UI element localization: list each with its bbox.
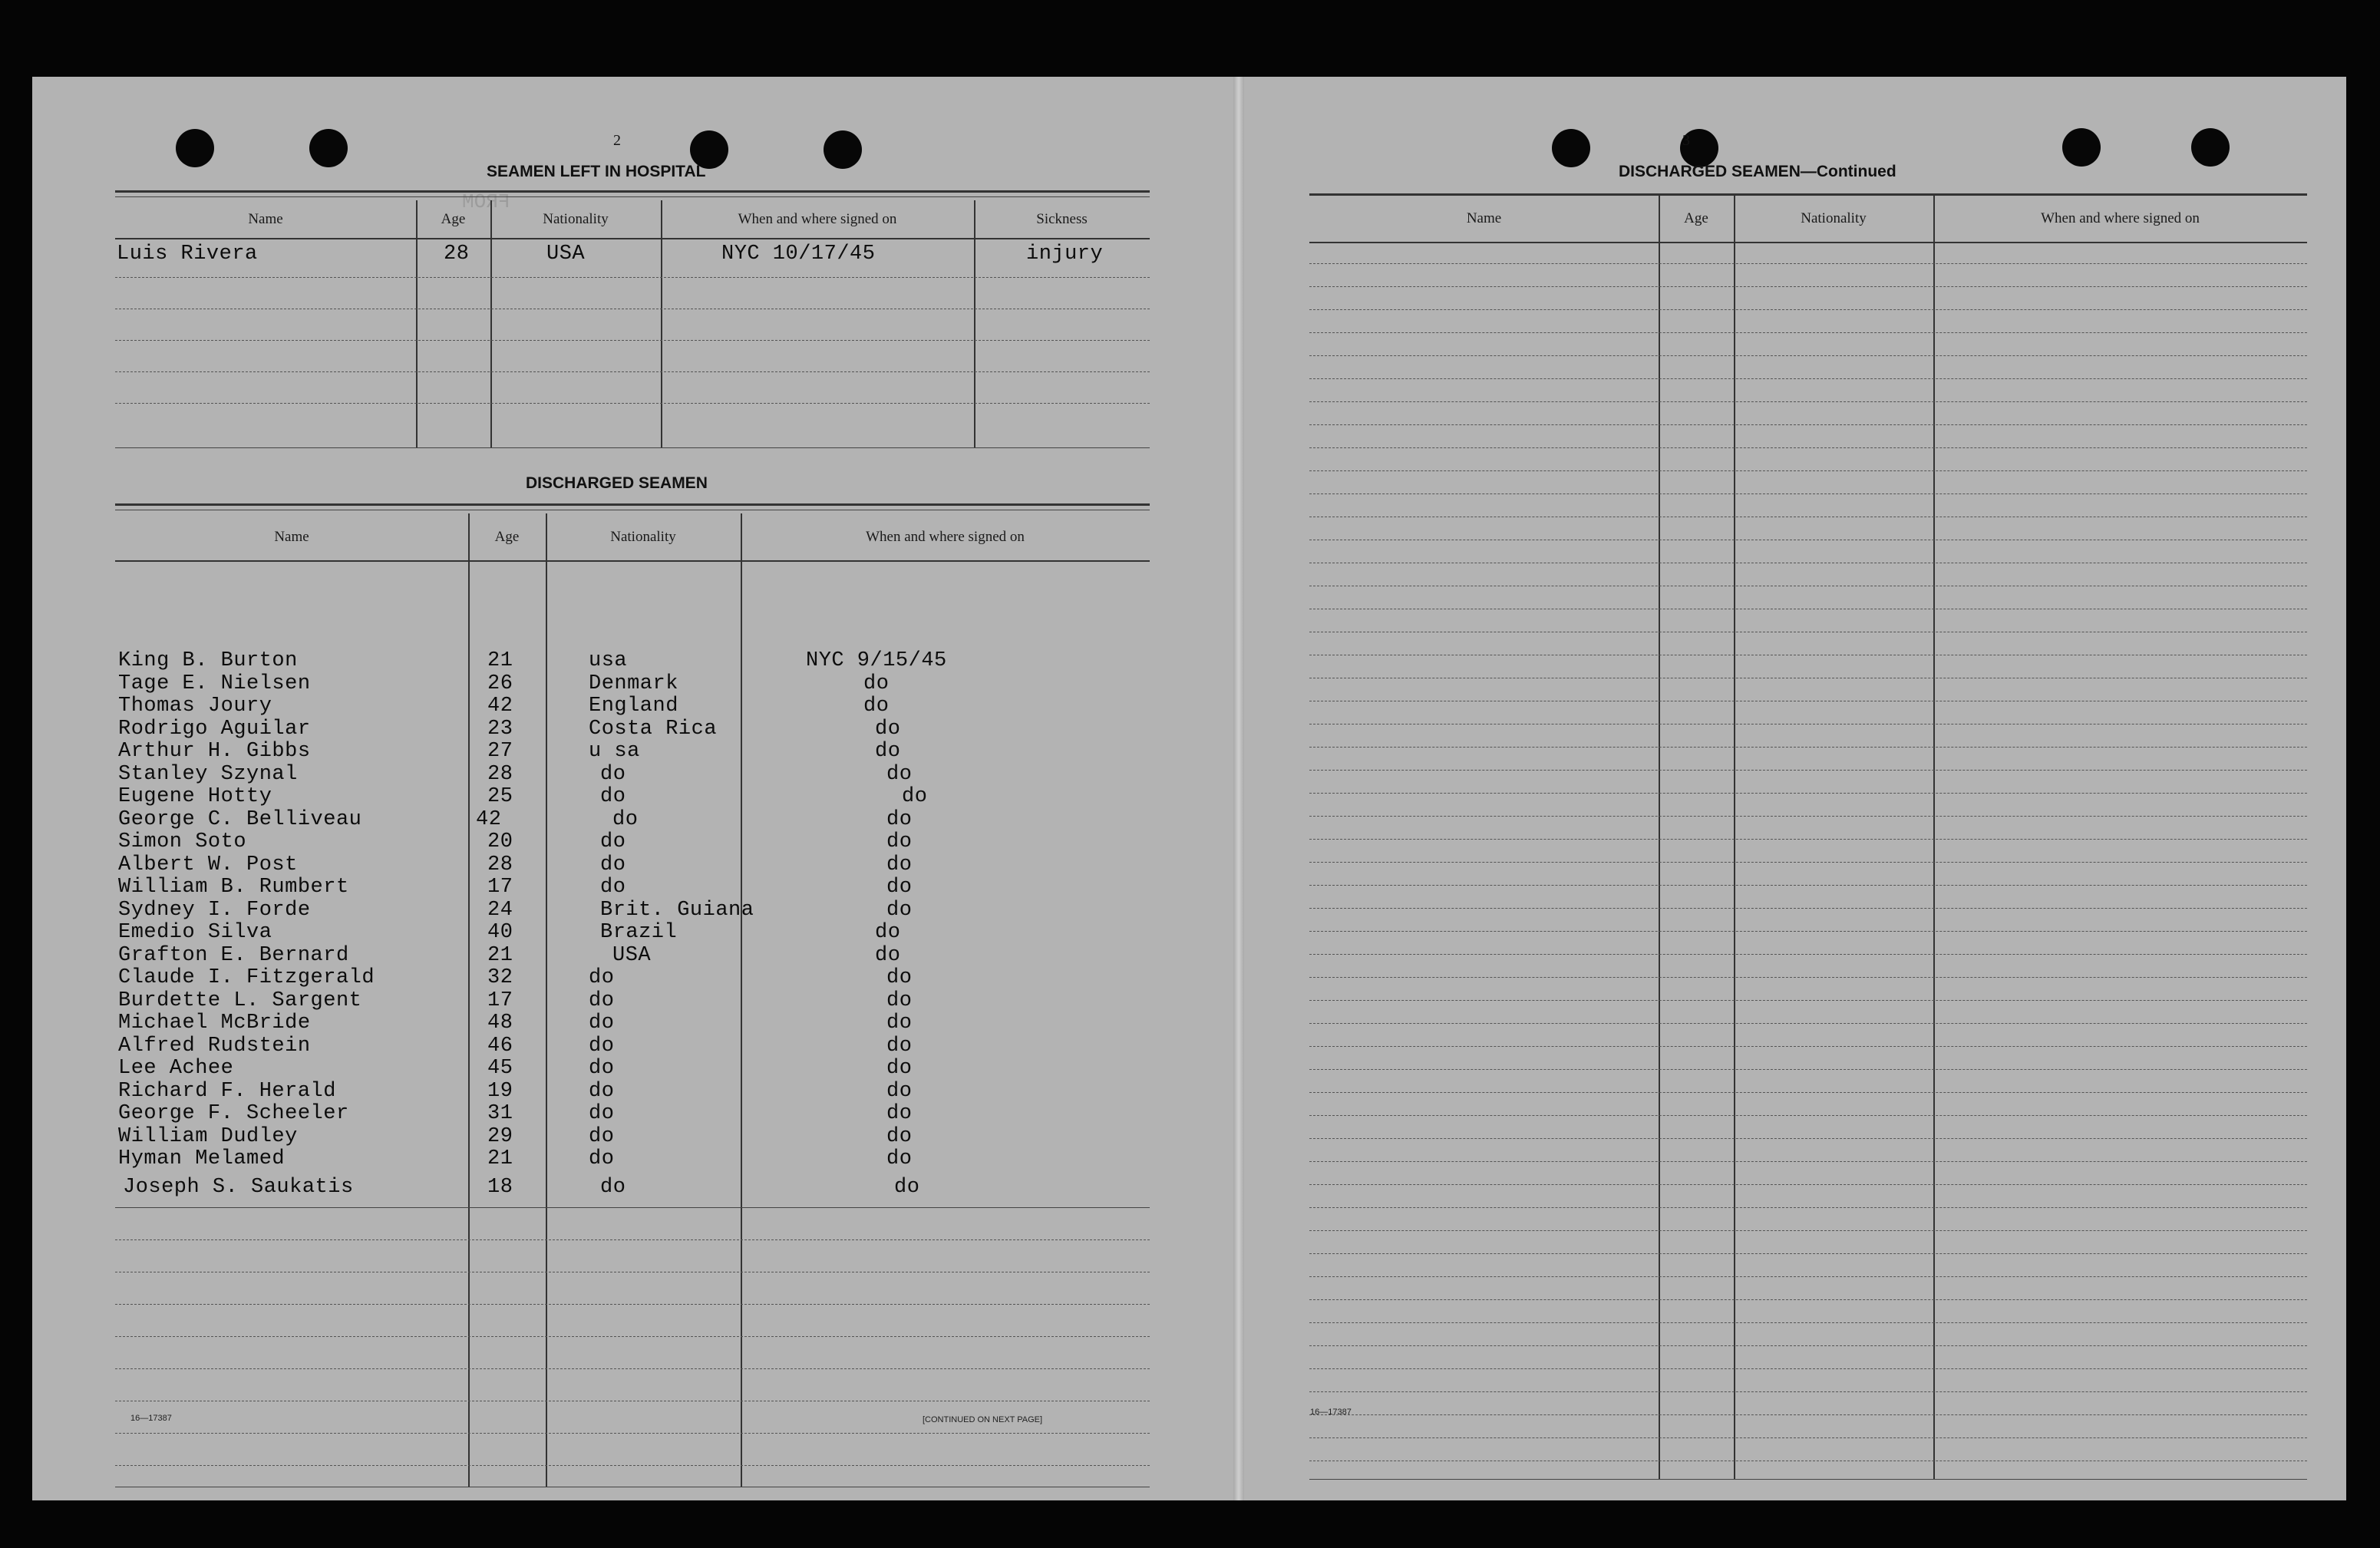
punch-hole bbox=[176, 129, 214, 167]
seaman-age: 28 bbox=[487, 853, 513, 876]
discharged-row bbox=[115, 1148, 1150, 1171]
seaman-nationality: do bbox=[589, 966, 615, 989]
seaman-signed-on: NYC 10/17/45 bbox=[721, 243, 876, 266]
left-page bbox=[32, 77, 1233, 1500]
seaman-name: George C. Belliveau bbox=[118, 807, 362, 831]
hospital-section-title: SEAMEN LEFT IN HOSPITAL bbox=[487, 163, 706, 180]
seaman-signed-on: do bbox=[894, 1176, 920, 1199]
seaman-age: 21 bbox=[487, 943, 513, 967]
discharged-row bbox=[115, 1103, 1150, 1126]
seaman-name: Hyman Melamed bbox=[118, 1147, 286, 1170]
seaman-nationality: Costa Rica bbox=[589, 717, 718, 741]
ruled-line bbox=[1309, 1092, 2307, 1093]
discharged-section-title: DISCHARGED SEAMEN bbox=[526, 474, 708, 492]
seaman-nationality: do bbox=[600, 1176, 626, 1199]
seaman-name: Alfred Rudstein bbox=[118, 1034, 311, 1058]
punch-hole bbox=[824, 130, 862, 169]
ruled-line bbox=[1309, 263, 2307, 264]
seaman-signed-on: do bbox=[886, 898, 913, 922]
seaman-nationality: usa bbox=[589, 649, 628, 672]
seaman-name: Michael McBride bbox=[118, 1012, 311, 1035]
ruled-line bbox=[1309, 447, 2307, 448]
seaman-nationality: USA bbox=[612, 943, 652, 967]
ruled-line bbox=[1309, 931, 2307, 932]
seaman-age: 46 bbox=[487, 1034, 513, 1058]
seaman-signed-on: do bbox=[863, 695, 890, 718]
ruled-line bbox=[1309, 493, 2307, 494]
seaman-nationality: do bbox=[589, 1057, 615, 1080]
column-header-signed-on: When and where signed on bbox=[738, 210, 897, 227]
ruled-line bbox=[1309, 1437, 2307, 1438]
ruled-line bbox=[1309, 793, 2307, 794]
seaman-age: 17 bbox=[487, 876, 513, 899]
seaman-nationality: do bbox=[589, 1034, 615, 1058]
ruled-line bbox=[1309, 332, 2307, 333]
seaman-name: Claude I. Fitzgerald bbox=[118, 966, 375, 989]
ruled-line bbox=[1309, 1368, 2307, 1369]
ruled-line bbox=[1309, 770, 2307, 771]
seaman-nationality: do bbox=[589, 1124, 615, 1148]
seaman-signed-on: NYC 9/15/45 bbox=[806, 649, 947, 672]
ruled-line bbox=[1309, 1138, 2307, 1139]
ruled-line bbox=[1309, 862, 2307, 863]
ruled-line bbox=[1309, 1023, 2307, 1024]
column-header-nationality: Nationality bbox=[1801, 210, 1867, 226]
seaman-age: 20 bbox=[487, 830, 513, 853]
seaman-age: 45 bbox=[487, 1057, 513, 1080]
ruled-line bbox=[1309, 1253, 2307, 1254]
seaman-signed-on: do bbox=[886, 853, 913, 876]
form-number: 16—17387 bbox=[1310, 1408, 1352, 1417]
seaman-age: 24 bbox=[487, 898, 513, 922]
discharged-row bbox=[115, 876, 1150, 899]
seaman-age: 42 bbox=[487, 695, 513, 718]
ruled-line bbox=[1309, 1069, 2307, 1070]
column-header-name: Name bbox=[1466, 210, 1502, 226]
seaman-signed-on: do bbox=[902, 785, 928, 808]
discharged-row bbox=[115, 741, 1150, 764]
seaman-signed-on: do bbox=[886, 807, 913, 831]
ruled-line bbox=[1309, 378, 2307, 379]
seaman-sickness: injury bbox=[1026, 243, 1104, 266]
seaman-age: 23 bbox=[487, 717, 513, 741]
seaman-signed-on: do bbox=[875, 921, 901, 944]
seaman-name: Joseph S. Saukatis bbox=[123, 1176, 354, 1199]
discharged-row bbox=[115, 1177, 1150, 1200]
seaman-signed-on: do bbox=[875, 740, 901, 763]
seaman-nationality: u sa bbox=[589, 740, 640, 763]
seaman-signed-on: do bbox=[886, 1147, 913, 1170]
seaman-name: Albert W. Post bbox=[118, 853, 298, 876]
discharged-row bbox=[115, 1126, 1150, 1149]
seaman-signed-on: do bbox=[886, 966, 913, 989]
column-header-nationality: Nationality bbox=[543, 210, 609, 227]
punch-hole bbox=[2062, 128, 2101, 167]
hospital-table bbox=[115, 190, 1150, 454]
right-page bbox=[1244, 77, 2346, 1500]
discharged-row bbox=[115, 1012, 1150, 1035]
seaman-signed-on: do bbox=[863, 672, 890, 695]
form-number: 16—17387 bbox=[130, 1414, 172, 1423]
seaman-name: Burdette L. Sargent bbox=[118, 989, 362, 1012]
discharged-row bbox=[115, 831, 1150, 854]
discharged-row bbox=[115, 695, 1150, 718]
ruled-line bbox=[1309, 1000, 2307, 1001]
column-header-age: Age bbox=[1684, 210, 1708, 226]
discharged-row bbox=[115, 945, 1150, 968]
punch-hole bbox=[2191, 128, 2230, 167]
seaman-nationality: do bbox=[589, 989, 615, 1012]
seaman-signed-on: do bbox=[886, 1102, 913, 1125]
discharged-row bbox=[115, 809, 1150, 832]
seaman-nationality: do bbox=[600, 830, 626, 853]
discharged-row bbox=[115, 673, 1150, 696]
ruled-line bbox=[1309, 977, 2307, 978]
page-fold bbox=[1233, 77, 1244, 1500]
seaman-name: Thomas Joury bbox=[118, 695, 272, 718]
seaman-signed-on: do bbox=[886, 876, 913, 899]
seaman-signed-on: do bbox=[886, 1034, 913, 1058]
seaman-age: 21 bbox=[487, 1147, 513, 1170]
seaman-nationality: England bbox=[589, 695, 678, 718]
section-title: DISCHARGED SEAMEN bbox=[1619, 163, 1801, 180]
ruled-line bbox=[1309, 424, 2307, 425]
ruled-line bbox=[1309, 1414, 2307, 1415]
seaman-name: Eugene Hotty bbox=[118, 785, 272, 808]
ruled-line bbox=[1309, 309, 2307, 310]
seaman-age: 48 bbox=[487, 1012, 513, 1035]
ruled-line bbox=[1309, 839, 2307, 840]
ruled-line bbox=[1309, 1391, 2307, 1392]
page-number: 3 bbox=[1682, 132, 1690, 149]
seaman-name: Tage E. Nielsen bbox=[118, 672, 311, 695]
seaman-age: 28 bbox=[444, 243, 470, 266]
seaman-name: Lee Achee bbox=[118, 1057, 234, 1080]
seaman-age: 18 bbox=[487, 1176, 513, 1199]
seaman-name: William Dudley bbox=[118, 1124, 298, 1148]
hospital-table-header bbox=[115, 200, 1150, 239]
seaman-age: 40 bbox=[487, 921, 513, 944]
seaman-age: 19 bbox=[487, 1079, 513, 1103]
discharged-row bbox=[115, 1081, 1150, 1104]
section-title-suffix: —Continued bbox=[1800, 163, 1896, 180]
discharged-row bbox=[115, 718, 1150, 741]
seaman-nationality: do bbox=[600, 785, 626, 808]
seaman-name: Stanley Szynal bbox=[118, 762, 298, 786]
column-header-sickness: Sickness bbox=[1036, 210, 1088, 227]
ruled-line bbox=[1309, 1207, 2307, 1208]
seaman-name: Arthur H. Gibbs bbox=[118, 740, 311, 763]
ruled-line bbox=[1309, 1345, 2307, 1346]
ruled-line bbox=[1309, 355, 2307, 356]
seaman-name: Emedio Silva bbox=[118, 921, 272, 944]
ruled-line bbox=[1309, 401, 2307, 402]
seaman-nationality: do bbox=[589, 1012, 615, 1035]
column-header-signed-on: When and where signed on bbox=[2041, 210, 2200, 226]
seaman-age: 21 bbox=[487, 649, 513, 672]
seaman-age: 26 bbox=[487, 672, 513, 695]
ruled-line bbox=[1309, 1046, 2307, 1047]
discharged-row bbox=[115, 967, 1150, 990]
seaman-name: Simon Soto bbox=[118, 830, 247, 853]
seaman-age: 28 bbox=[487, 762, 513, 786]
seaman-age: 32 bbox=[487, 966, 513, 989]
seaman-nationality: Brazil bbox=[600, 921, 678, 944]
seaman-signed-on: do bbox=[886, 830, 913, 853]
seaman-nationality: do bbox=[589, 1079, 615, 1103]
seaman-age: 27 bbox=[487, 740, 513, 763]
seaman-name: William B. Rumbert bbox=[118, 876, 349, 899]
seaman-nationality: do bbox=[600, 762, 626, 786]
seaman-age: 31 bbox=[487, 1102, 513, 1125]
column-header-signed-on: When and where signed on bbox=[866, 528, 1025, 545]
document-sheet bbox=[32, 77, 2346, 1500]
ruled-line bbox=[1309, 908, 2307, 909]
seaman-signed-on: do bbox=[886, 989, 913, 1012]
seaman-signed-on: do bbox=[875, 717, 901, 741]
ruled-line bbox=[1309, 885, 2307, 886]
seaman-age: 17 bbox=[487, 989, 513, 1012]
page-number: 2 bbox=[613, 132, 621, 149]
seaman-name: George F. Scheeler bbox=[118, 1102, 349, 1125]
discharged-row bbox=[115, 1035, 1150, 1058]
seaman-signed-on: do bbox=[886, 762, 913, 786]
seaman-name: King B. Burton bbox=[118, 649, 298, 672]
ruled-line bbox=[1309, 1322, 2307, 1323]
bleed-through-text: FROM bbox=[462, 190, 510, 213]
seaman-nationality: Denmark bbox=[589, 672, 678, 695]
seaman-nationality: USA bbox=[546, 243, 586, 266]
ruled-line bbox=[1309, 747, 2307, 748]
punch-hole bbox=[1552, 129, 1590, 167]
discharged-row bbox=[115, 650, 1150, 673]
discharged-row bbox=[115, 990, 1150, 1013]
hospital-row bbox=[115, 243, 1150, 266]
seaman-age: 42 bbox=[476, 807, 502, 831]
continued-note: [CONTINUED ON NEXT PAGE] bbox=[923, 1415, 1043, 1424]
ruled-line bbox=[1309, 1299, 2307, 1300]
seaman-signed-on: do bbox=[886, 1079, 913, 1103]
seaman-name: Richard F. Herald bbox=[118, 1079, 336, 1103]
seaman-name: Rodrigo Aguilar bbox=[118, 717, 311, 741]
ruled-line bbox=[1309, 1184, 2307, 1185]
column-header-nationality: Nationality bbox=[610, 528, 676, 545]
ruled-line bbox=[1309, 286, 2307, 287]
discharged-row bbox=[115, 764, 1150, 787]
ruled-line bbox=[1309, 470, 2307, 471]
seaman-nationality: do bbox=[600, 853, 626, 876]
seaman-signed-on: do bbox=[875, 943, 901, 967]
punch-hole bbox=[309, 129, 348, 167]
seaman-age: 25 bbox=[487, 785, 513, 808]
discharged-row bbox=[115, 786, 1150, 809]
discharged-continued-title bbox=[1619, 163, 1896, 181]
column-header-age: Age bbox=[494, 528, 520, 545]
column-header-name: Name bbox=[274, 528, 309, 545]
ruled-line bbox=[1309, 1276, 2307, 1277]
seaman-nationality: Brit. Guiana bbox=[600, 898, 754, 922]
column-header-name: Name bbox=[248, 210, 283, 227]
ruled-line bbox=[1309, 954, 2307, 955]
discharged-row bbox=[115, 854, 1150, 877]
discharged-row bbox=[115, 1058, 1150, 1081]
discharged-table bbox=[115, 503, 1150, 1497]
ruled-line bbox=[1309, 1230, 2307, 1231]
discharged-row bbox=[115, 922, 1150, 945]
discharged-table-header bbox=[115, 513, 1150, 562]
discharged-continued-table bbox=[1309, 193, 2307, 1485]
seaman-name: Sydney I. Forde bbox=[118, 898, 311, 922]
column-header-age: Age bbox=[441, 210, 466, 227]
seaman-signed-on: do bbox=[886, 1124, 913, 1148]
seaman-nationality: do bbox=[589, 1102, 615, 1125]
ruled-line bbox=[1309, 1115, 2307, 1116]
seaman-nationality: do bbox=[589, 1147, 615, 1170]
seaman-nationality: do bbox=[600, 876, 626, 899]
seaman-signed-on: do bbox=[886, 1057, 913, 1080]
seaman-age: 29 bbox=[487, 1124, 513, 1148]
ruled-line bbox=[1309, 1161, 2307, 1162]
seaman-nationality: do bbox=[612, 807, 639, 831]
seaman-name: Grafton E. Bernard bbox=[118, 943, 349, 967]
discharged-row bbox=[115, 899, 1150, 923]
continued-table-header bbox=[1309, 196, 2307, 243]
seaman-signed-on: do bbox=[886, 1012, 913, 1035]
seaman-name: Luis Rivera bbox=[117, 243, 258, 266]
ruled-line bbox=[1309, 816, 2307, 817]
